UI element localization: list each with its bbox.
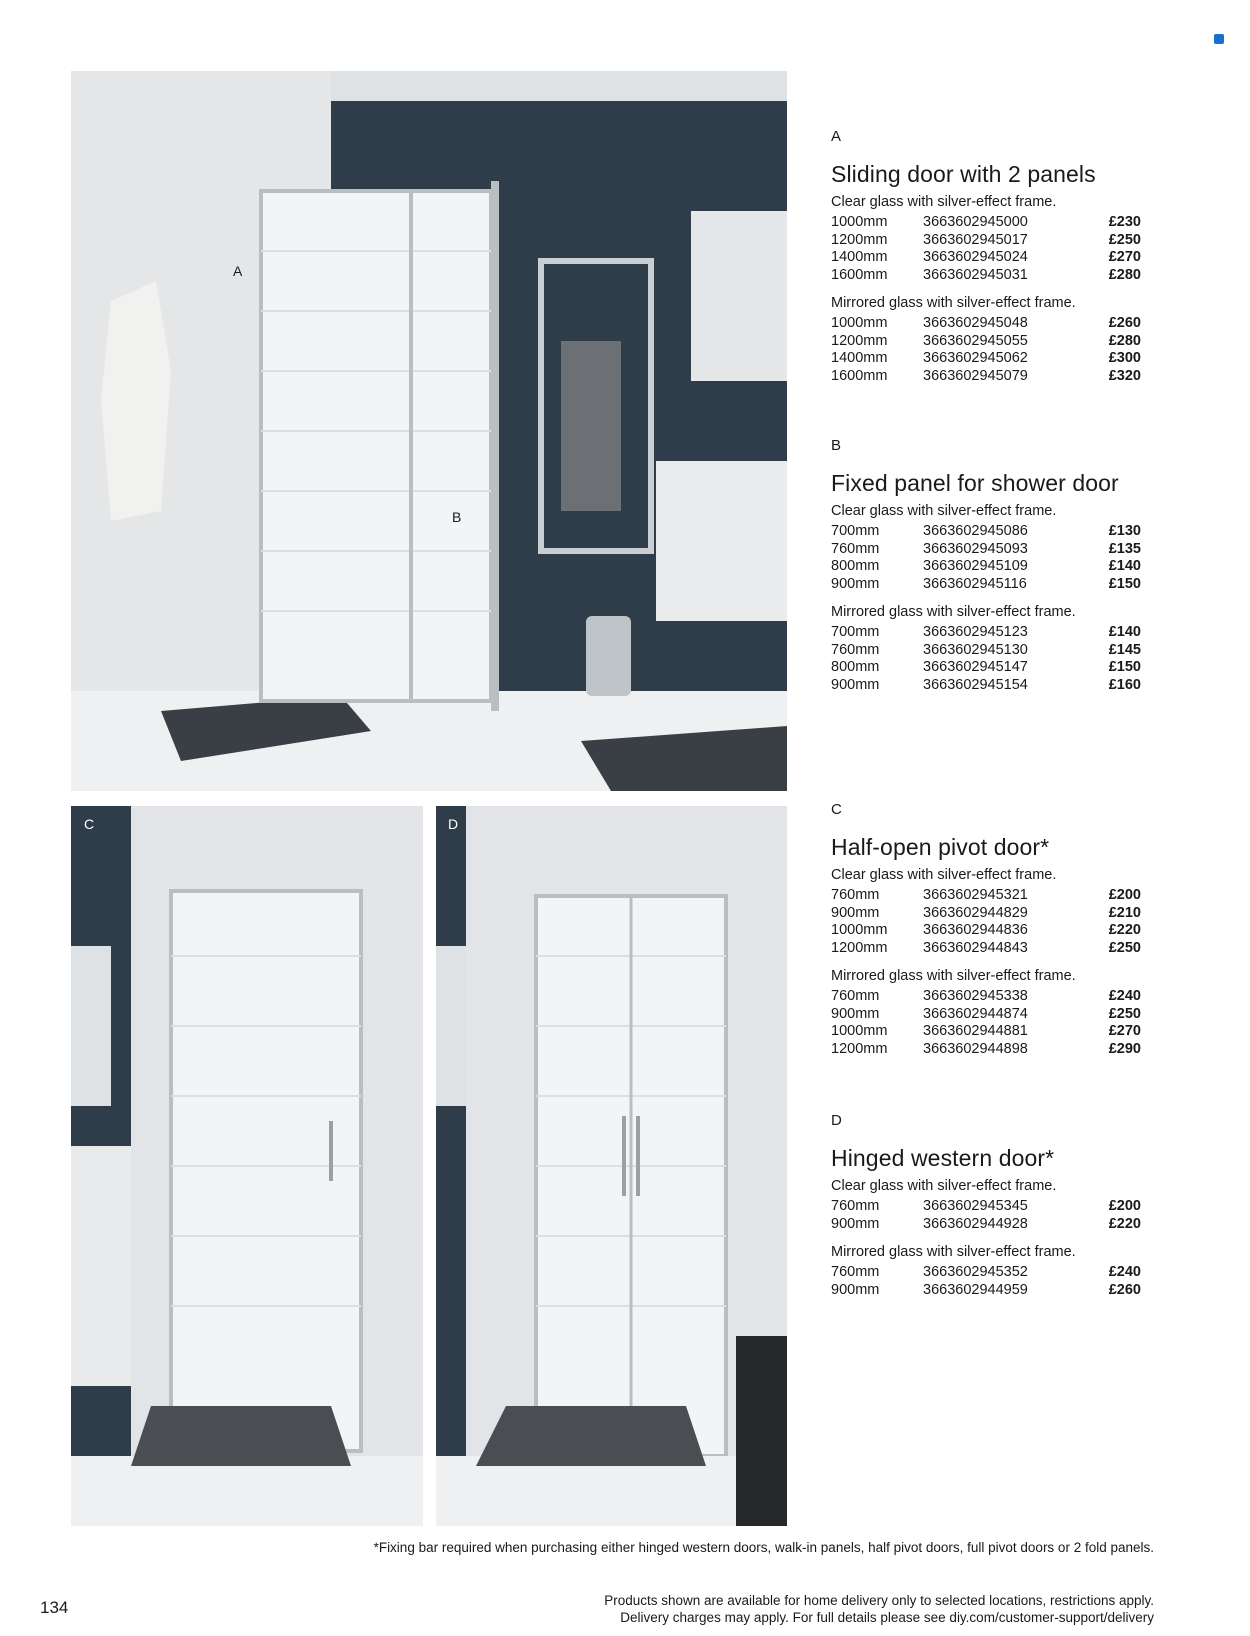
product-letter: A — [831, 128, 842, 145]
code-cell: 3663602945345 — [923, 1198, 1028, 1214]
code-cell: 3663602945079 — [923, 367, 1028, 384]
variant-label: Clear glass with silver-effect frame. — [831, 194, 1057, 210]
table-row — [831, 887, 1141, 905]
product-western-door — [831, 1112, 1141, 1309]
code-cell: 3663602944959 — [923, 1281, 1028, 1298]
size-cell: 760mm — [831, 641, 880, 658]
size-cell: 800mm — [831, 558, 880, 574]
table-row — [831, 988, 1141, 1006]
code-cell: 3663602945086 — [923, 523, 1028, 539]
price-cell: £260 — [1108, 315, 1141, 331]
photo-label-d: D — [448, 816, 459, 832]
code-cell: 3663602944881 — [923, 1023, 1028, 1039]
code-cell: 3663602945116 — [923, 575, 1027, 592]
code-cell: 3663602945017 — [923, 231, 1028, 248]
price-cell: £250 — [1108, 939, 1141, 956]
size-cell: 1200mm — [831, 231, 888, 248]
size-cell: 760mm — [831, 1264, 880, 1280]
delivery-notice — [604, 1592, 1154, 1626]
price-cell: £250 — [1108, 231, 1141, 248]
size-cell: 760mm — [831, 988, 880, 1004]
product-title: Fixed panel for shower door — [831, 470, 1119, 496]
variant-label: Clear glass with silver-effect frame. — [831, 867, 1057, 883]
table-row — [831, 922, 1141, 940]
code-cell: 3663602945048 — [923, 315, 1028, 331]
product-sliding-door — [831, 128, 1141, 395]
size-cell: 760mm — [831, 540, 880, 557]
code-cell: 3663602945147 — [923, 659, 1028, 675]
variant-label: Clear glass with silver-effect frame. — [831, 1178, 1057, 1194]
size-cell: 900mm — [831, 575, 880, 592]
table-row — [831, 1282, 1141, 1300]
table-row — [831, 576, 1141, 594]
price-table — [831, 1264, 1141, 1299]
price-cell: £280 — [1108, 332, 1141, 349]
photo-western-door — [436, 806, 787, 1526]
code-cell: 3663602945338 — [923, 988, 1028, 1004]
photo-sliding-door — [71, 71, 787, 791]
table-row — [831, 368, 1141, 386]
table-row — [831, 232, 1141, 250]
size-cell: 1600mm — [831, 266, 888, 283]
table-row — [831, 350, 1141, 368]
table-row — [831, 523, 1141, 541]
price-cell: £150 — [1108, 659, 1141, 675]
table-row — [831, 940, 1141, 958]
size-cell: 900mm — [831, 1215, 880, 1232]
code-cell: 3663602945093 — [923, 540, 1028, 557]
delivery-link-line[interactable]: Delivery charges may apply. For full details please see diy.com/customer-support/delivery — [620, 1610, 1154, 1625]
product-letter: C — [831, 801, 842, 818]
price-table — [831, 988, 1141, 1058]
price-cell: £270 — [1108, 1023, 1141, 1039]
bathroom-illustration-c — [71, 806, 423, 1526]
price-cell: £290 — [1108, 1040, 1141, 1057]
price-cell: £200 — [1108, 887, 1141, 903]
table-row — [831, 1198, 1141, 1216]
table-row — [831, 1023, 1141, 1041]
product-letter: D — [831, 1112, 842, 1129]
code-cell: 3663602944928 — [923, 1215, 1028, 1232]
variant-label: Mirrored glass with silver-effect frame. — [831, 968, 1076, 984]
price-cell: £260 — [1108, 1281, 1141, 1298]
table-row — [831, 624, 1141, 642]
variant-label: Mirrored glass with silver-effect frame. — [831, 604, 1076, 620]
size-cell: 700mm — [831, 624, 880, 640]
table-row — [831, 333, 1141, 351]
price-cell: £250 — [1108, 1005, 1141, 1022]
photo-label-a: A — [233, 263, 243, 279]
size-cell: 700mm — [831, 523, 880, 539]
table-row — [831, 642, 1141, 660]
price-cell: £240 — [1108, 988, 1141, 1004]
price-cell: £270 — [1108, 249, 1141, 265]
table-row — [831, 315, 1141, 333]
table-row — [831, 1216, 1141, 1234]
price-table — [831, 214, 1141, 284]
code-cell: 3663602945109 — [923, 558, 1028, 574]
size-cell: 1000mm — [831, 315, 888, 331]
table-row — [831, 1264, 1141, 1282]
price-table — [831, 887, 1141, 957]
code-cell: 3663602945352 — [923, 1264, 1028, 1280]
price-cell: £220 — [1108, 922, 1141, 938]
price-cell: £135 — [1108, 540, 1141, 557]
photo-label-b: B — [452, 509, 462, 525]
size-cell: 1400mm — [831, 249, 888, 265]
table-row — [831, 905, 1141, 923]
size-cell: 900mm — [831, 676, 880, 693]
price-table — [831, 523, 1141, 593]
price-table — [831, 315, 1141, 385]
product-title: Half-open pivot door* — [831, 834, 1050, 860]
size-cell: 900mm — [831, 904, 880, 921]
code-cell: 3663602945123 — [923, 624, 1028, 640]
price-cell: £130 — [1108, 523, 1141, 539]
price-cell: £150 — [1108, 575, 1141, 592]
price-cell: £220 — [1108, 1215, 1141, 1232]
table-row — [831, 659, 1141, 677]
price-table — [831, 624, 1141, 694]
bathroom-illustration-a — [71, 71, 787, 791]
price-cell: £140 — [1108, 624, 1141, 640]
size-cell: 1200mm — [831, 332, 888, 349]
brand-logo-icon — [1214, 34, 1224, 44]
price-cell: £145 — [1108, 641, 1141, 658]
price-cell: £200 — [1108, 1198, 1141, 1214]
code-cell: 3663602944874 — [923, 1005, 1028, 1022]
photo-pivot-door — [71, 806, 423, 1526]
product-letter: B — [831, 437, 842, 454]
size-cell: 800mm — [831, 659, 880, 675]
price-cell: £140 — [1108, 558, 1141, 574]
photo-label-c: C — [84, 816, 95, 832]
table-row — [831, 267, 1141, 285]
size-cell: 1200mm — [831, 939, 888, 956]
price-cell: £320 — [1108, 367, 1141, 384]
code-cell: 3663602945154 — [923, 676, 1028, 693]
product-fixed-panel — [831, 437, 1141, 704]
size-cell: 1000mm — [831, 214, 888, 230]
code-cell: 3663602945000 — [923, 214, 1028, 230]
price-cell: £300 — [1108, 350, 1141, 366]
code-cell: 3663602945130 — [923, 641, 1028, 658]
table-row — [831, 541, 1141, 559]
code-cell: 3663602945055 — [923, 332, 1028, 349]
product-title: Hinged western door* — [831, 1145, 1055, 1171]
code-cell: 3663602945321 — [923, 887, 1028, 903]
product-title: Sliding door with 2 panels — [831, 161, 1096, 187]
price-cell: £210 — [1108, 904, 1141, 921]
size-cell: 760mm — [831, 1198, 880, 1214]
fixing-bar-footnote: *Fixing bar required when purchasing either hinged western doors, walk-in panels, half pivot doors, full pivot doors or 2 fold panels. — [373, 1540, 1154, 1555]
price-table — [831, 1198, 1141, 1233]
variant-label: Mirrored glass with silver-effect frame. — [831, 1244, 1076, 1260]
table-row — [831, 1041, 1141, 1059]
size-cell: 900mm — [831, 1281, 880, 1298]
code-cell: 3663602945024 — [923, 249, 1028, 265]
bathroom-illustration-d — [436, 806, 787, 1526]
variant-label: Clear glass with silver-effect frame. — [831, 503, 1057, 519]
code-cell: 3663602944843 — [923, 939, 1028, 956]
price-cell: £240 — [1108, 1264, 1141, 1280]
size-cell: 1400mm — [831, 350, 888, 366]
code-cell: 3663602944829 — [923, 904, 1028, 921]
size-cell: 1000mm — [831, 922, 888, 938]
price-cell: £160 — [1108, 676, 1141, 693]
code-cell: 3663602944898 — [923, 1040, 1028, 1057]
table-row — [831, 677, 1141, 695]
code-cell: 3663602945031 — [923, 266, 1028, 283]
size-cell: 1000mm — [831, 1023, 888, 1039]
page-number: 134 — [40, 1598, 69, 1617]
table-row — [831, 214, 1141, 232]
size-cell: 760mm — [831, 887, 880, 903]
variant-label: Mirrored glass with silver-effect frame. — [831, 295, 1076, 311]
price-cell: £280 — [1108, 266, 1141, 283]
code-cell: 3663602944836 — [923, 922, 1028, 938]
table-row — [831, 1006, 1141, 1024]
price-cell: £230 — [1108, 214, 1141, 230]
size-cell: 900mm — [831, 1005, 880, 1022]
size-cell: 1600mm — [831, 367, 888, 384]
table-row — [831, 249, 1141, 267]
code-cell: 3663602945062 — [923, 350, 1028, 366]
size-cell: 1200mm — [831, 1040, 888, 1057]
table-row — [831, 558, 1141, 576]
product-pivot-door — [831, 801, 1141, 1068]
delivery-line: Products shown are available for home delivery only to selected locations, restrictions apply. — [604, 1593, 1154, 1608]
